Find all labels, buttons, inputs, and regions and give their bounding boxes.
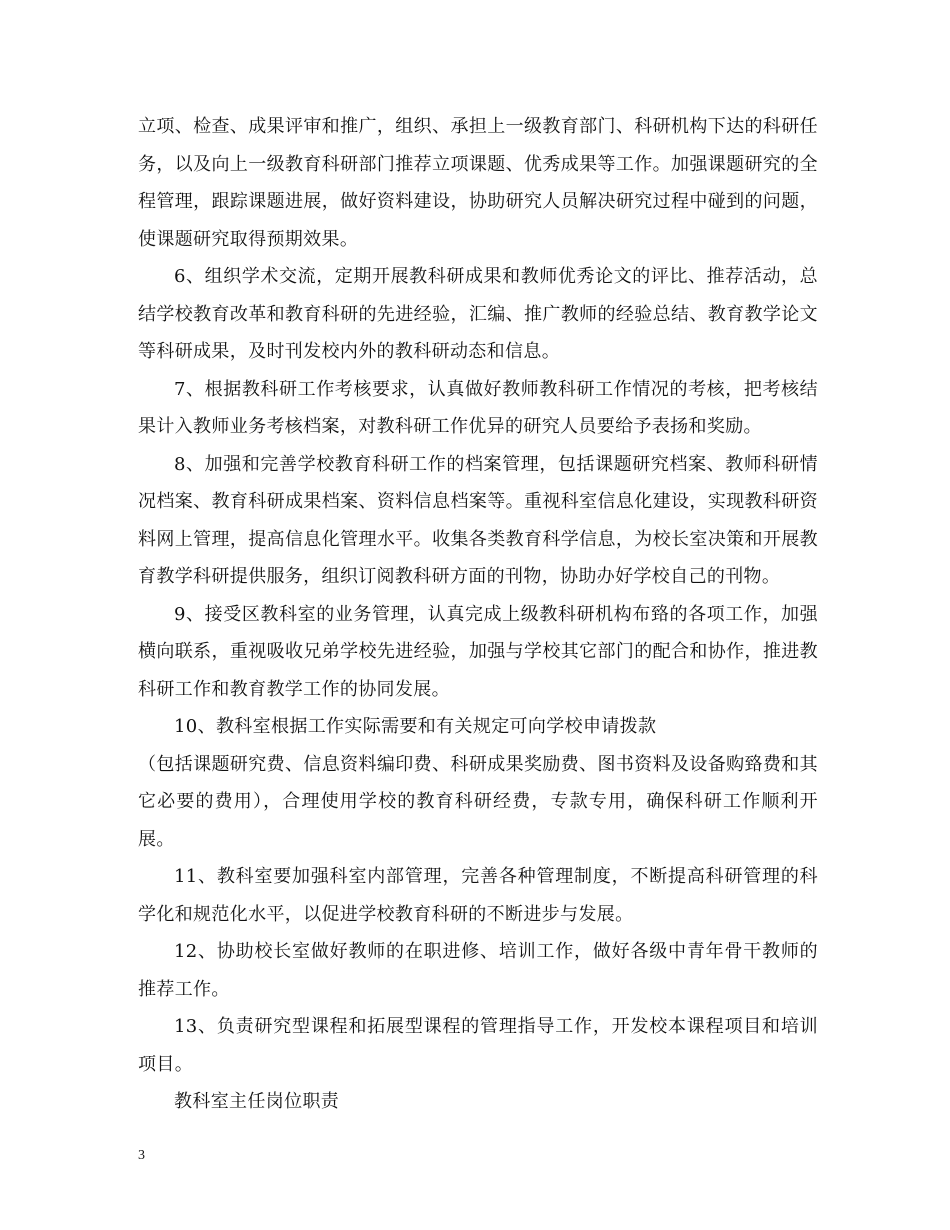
paragraph-continuation: 立项、检查、成果评审和推广，组织、承担上一级教育部门、科研机构下达的科研任务，以及向上一级教育科研部门推荐立项课题、优秀成果等工作。加强课题研究的全程管理，跟踪课题进展，做好资料建设，协助研究人员解决研究过程中碰到的问题，使课题研究取得预期效果。	[138, 116, 818, 250]
paragraph-item-7: 7、根据教科研工作考核要求，认真做好教师教科研工作情况的考核，把考核结果计入教师业务考核档案，对教科研工作优异的研究人员要给予表扬和奖励。	[138, 378, 818, 437]
page-number: 3	[138, 1148, 145, 1163]
paragraph-item-10: 10、教科室根据工作实际需要和有关规定可向学校申请拨款	[174, 716, 657, 737]
section-heading: 教科室主任岗位职责	[174, 1091, 340, 1112]
paragraph-item-8: 8、加强和完善学校教育科研工作的档案管理，包括课题研究档案、教师科研情况档案、教育科研成果档案、资料信息档案等。重视科室信息化建设，实现教科研资料网上管理，提高信息化管理水平。收集各类教育科学信息，为校长室决策和开展教育教学科研提供服务，组织订阅教科研方面的刊物，协助办好学校自己的刊物。	[138, 453, 818, 587]
paragraph-item-11: 11、教科室要加强科室内部管理，完善各种管理制度，不断提高科研管理的科学化和规范化水平，以促进学校教育科研的不断进步与发展。	[138, 866, 818, 925]
document-body	[138, 108, 818, 1121]
paragraph-item-6: 6、组织学术交流，定期开展教科研成果和教师优秀论文的评比、推荐活动，总结学校教育改革和教育科研的先进经验，汇编、推广教师的经验总结、教育教学论文等科研成果，及时刊发校内外的教科研动态和信息。	[138, 266, 818, 362]
paragraph-item-13: 13、负责研究型课程和拓展型课程的管理指导工作，开发校本课程项目和培训项目。	[138, 1016, 818, 1075]
paragraph-item-10-continuation: （包括课题研究费、信息资料编印费、科研成果奖励费、图书资料及设备购臵费和其它必要的费用），合理使用学校的教育科研经费，专款专用，确保科研工作顺利开展。	[138, 753, 818, 850]
paragraph-item-9: 9、接受区教科室的业务管理，认真完成上级教科研机构布臵的各项工作，加强横向联系，重视吸收兄弟学校先进经验，加强与学校其它部门的配合和协作，推进教科研工作和教育教学工作的协同发展。	[138, 603, 818, 700]
paragraph-item-12: 12、协助校长室做好教师的在职进修、培训工作，做好各级中青年骨干教师的推荐工作。	[138, 941, 818, 1000]
